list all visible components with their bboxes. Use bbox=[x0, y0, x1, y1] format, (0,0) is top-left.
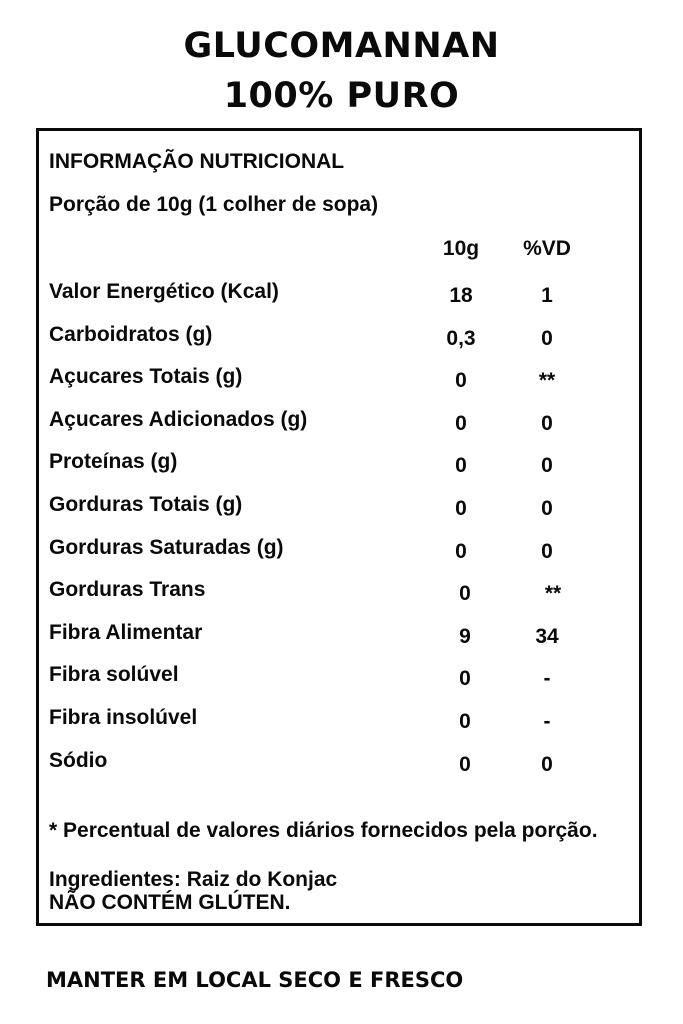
nutrient-label: Proteínas (g) bbox=[49, 450, 178, 473]
nutrient-amount: 9 bbox=[459, 625, 471, 648]
nutrient-label: Açucares Adicionados (g) bbox=[49, 408, 308, 431]
nutrient-label: Gorduras Saturadas (g) bbox=[49, 536, 284, 559]
nutrient-label: Açucares Totais (g) bbox=[49, 365, 243, 388]
nutrient-vd: 1 bbox=[541, 284, 553, 307]
nutrient-vd: 0 bbox=[541, 497, 553, 520]
table-heading: INFORMAÇÃO NUTRICIONAL bbox=[49, 150, 345, 173]
nutrient-label: Fibra solúvel bbox=[49, 663, 179, 686]
nutrient-label: Fibra insolúvel bbox=[49, 706, 198, 729]
nutrient-amount: 0 bbox=[455, 497, 467, 520]
nutrient-amount: 0 bbox=[455, 454, 467, 477]
nutrient-vd: - bbox=[543, 710, 551, 733]
nutrient-amount: 0 bbox=[459, 667, 471, 690]
nutrient-vd: 0 bbox=[541, 753, 553, 776]
nutrition-table bbox=[36, 128, 642, 926]
nutrient-vd: - bbox=[543, 667, 551, 690]
nutrient-label: Fibra Alimentar bbox=[49, 621, 203, 644]
nutrient-label: Valor Energético (Kcal) bbox=[49, 280, 279, 303]
nutrient-label: Sódio bbox=[49, 749, 108, 772]
nutrient-vd: 0 bbox=[541, 327, 553, 350]
nutrient-vd: 0 bbox=[541, 454, 553, 477]
product-title: GLUCOMANNAN bbox=[183, 26, 500, 66]
nutrient-vd: ** bbox=[538, 369, 556, 392]
nutrient-amount: 0 bbox=[459, 710, 471, 733]
nutrient-label: Gorduras Trans bbox=[49, 578, 206, 601]
nutrient-amount: 0,3 bbox=[446, 327, 476, 350]
nutrient-amount: 0 bbox=[459, 582, 471, 605]
nutrient-vd: ** bbox=[544, 582, 562, 605]
column-header-vd: %VD bbox=[523, 237, 571, 260]
ingredients: Ingredientes: Raiz do Konjac bbox=[49, 868, 338, 891]
nutrient-amount: 0 bbox=[455, 540, 467, 563]
nutrient-vd: 34 bbox=[535, 625, 559, 648]
column-header-amount: 10g bbox=[442, 237, 480, 260]
nutrient-label: Carboidratos (g) bbox=[49, 323, 213, 346]
gluten-statement: NÃO CONTÉM GLÚTEN. bbox=[49, 891, 291, 914]
storage-instruction: MANTER EM LOCAL SECO E FRESCO bbox=[46, 968, 464, 992]
nutrient-amount: 18 bbox=[449, 284, 473, 307]
nutrient-vd: 0 bbox=[541, 540, 553, 563]
daily-value-note: * Percentual de valores diários fornecidos pela porção. bbox=[49, 819, 598, 842]
nutrient-amount: 0 bbox=[455, 412, 467, 435]
nutrient-vd: 0 bbox=[541, 412, 553, 435]
portion-size: Porção de 10g (1 colher de sopa) bbox=[49, 193, 379, 216]
product-subtitle: 100% PURO bbox=[223, 76, 460, 116]
nutrient-amount: 0 bbox=[459, 753, 471, 776]
nutrient-amount: 0 bbox=[455, 369, 467, 392]
nutrient-label: Gorduras Totais (g) bbox=[49, 493, 243, 516]
